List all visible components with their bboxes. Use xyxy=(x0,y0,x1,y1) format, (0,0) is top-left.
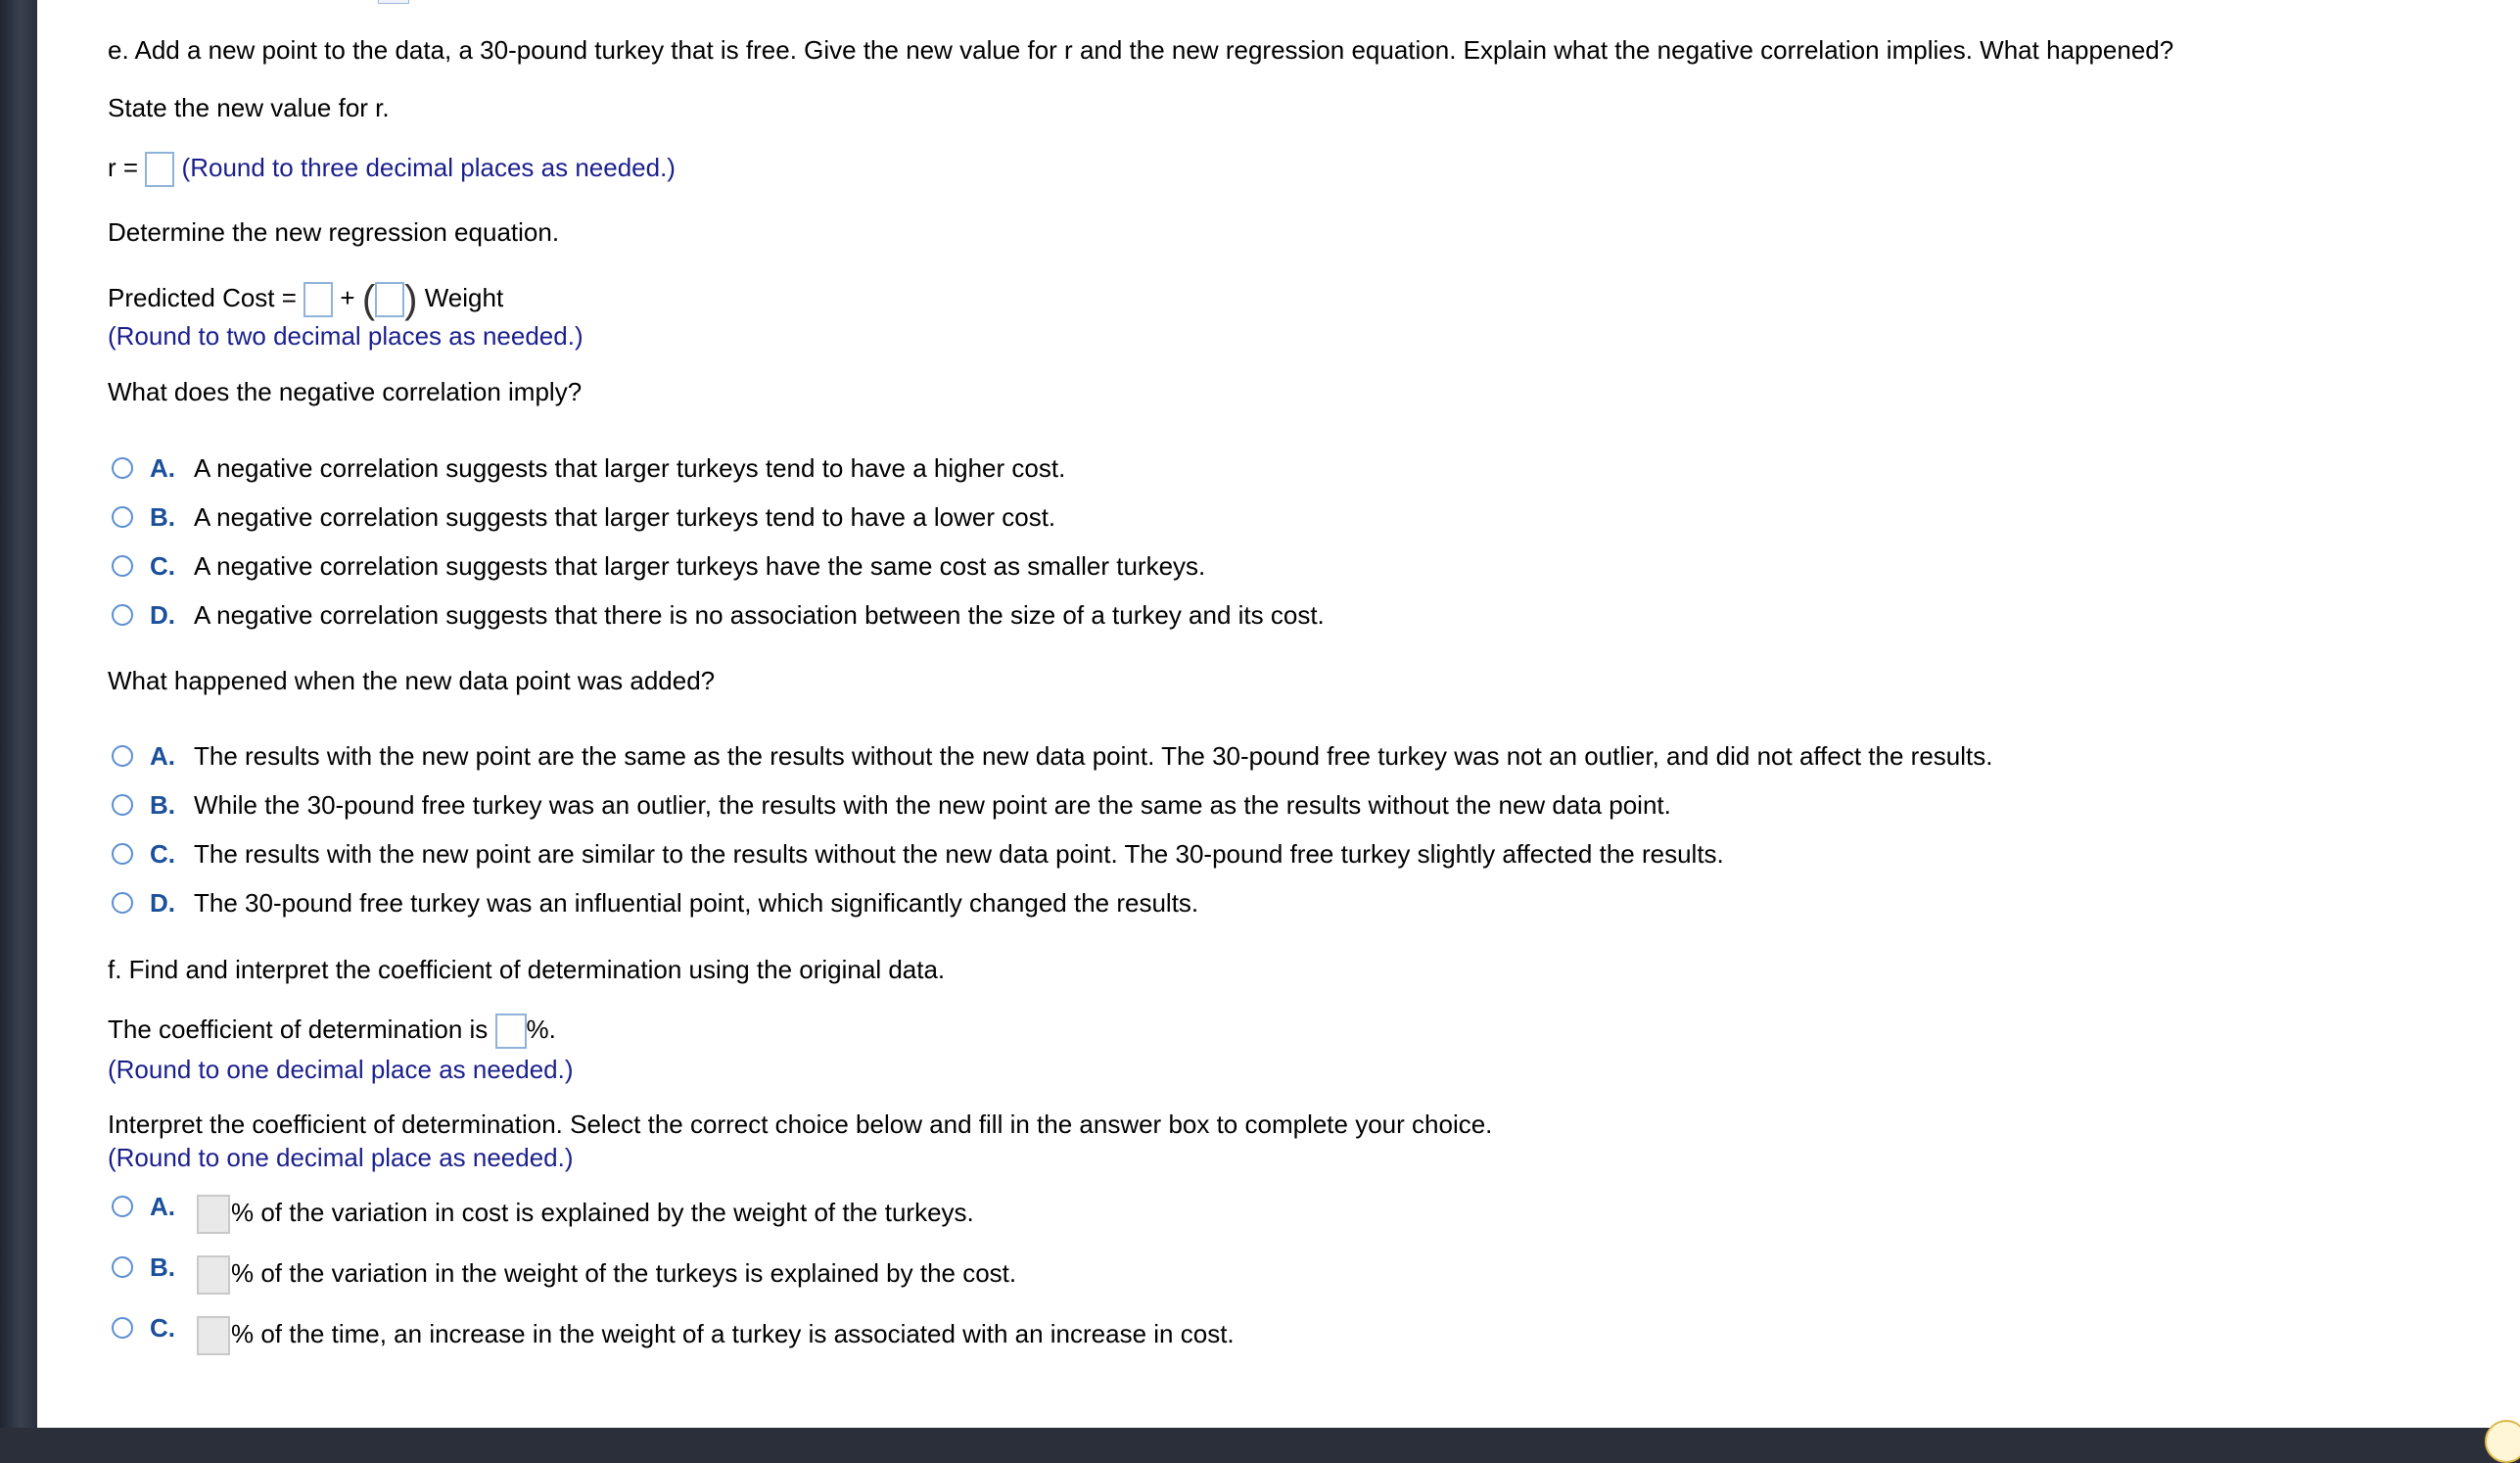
eq-plus: + xyxy=(340,282,355,312)
interpret-option-c-text: % of the time, an increase in the weight of a turkey is associated with an increase in cost. xyxy=(231,1319,1235,1348)
coef-label: The coefficient of determination is xyxy=(108,1014,489,1044)
interpret-hint: (Round to one decimal place as needed.) xyxy=(108,1143,574,1172)
equation-row xyxy=(108,280,503,319)
neg-option-c-radio[interactable] xyxy=(112,555,133,577)
happened-option-d-letter: D. xyxy=(150,888,175,918)
interpret-option-a-input[interactable] xyxy=(197,1195,230,1234)
question-panel xyxy=(37,0,2520,1428)
happened-option-a-text: The results with the new point are the same as the results without the new data point. The 30-pound free turkey was not an outlier, and did not affect the results. xyxy=(194,741,1993,771)
left-background-strip xyxy=(0,0,37,1428)
interpret-prompt: Interpret the coefficient of determination. Select the correct choice below and fill in the answer box to complete your choice. xyxy=(108,1109,1493,1139)
neg-option-c-letter: C. xyxy=(150,551,175,581)
eq-weight-label: Weight xyxy=(424,282,504,312)
interpret-option-b-text: % of the variation in the weight of the turkeys is explained by the cost. xyxy=(231,1258,1017,1288)
interpret-option-c-radio[interactable] xyxy=(112,1317,133,1339)
intercept-input[interactable] xyxy=(303,282,333,317)
interpret-option-c-input[interactable] xyxy=(197,1316,230,1355)
eq-hint: (Round to two decimal places as needed.) xyxy=(108,321,583,351)
happened-option-a-letter: A. xyxy=(150,741,175,771)
state-r-text: State the new value for r. xyxy=(108,93,390,122)
neg-option-a-text: A negative correlation suggests that larger turkeys tend to have a higher cost. xyxy=(194,453,1066,483)
neg-option-b-letter: B. xyxy=(150,502,175,532)
happened-option-b-radio[interactable] xyxy=(112,794,133,816)
interpret-option-b-radio[interactable] xyxy=(112,1256,133,1278)
happened-option-c-text: The results with the new point are similar to the results without the new data point. The 30-pound free turkey slightly affected the results. xyxy=(194,839,1724,869)
interpret-option-a-letter: A. xyxy=(150,1192,175,1221)
neg-option-b-radio[interactable] xyxy=(112,506,133,528)
interpret-option-b-letter: B. xyxy=(150,1252,175,1282)
neg-option-d-text: A negative correlation suggests that there is no association between the size of a turkey and its cost. xyxy=(194,600,1325,630)
part-e-prompt: e. Add a new point to the data, a 30-pound turkey that is free. Give the new value for r and the new regression equation. Explain what the negative correlation implies. What happened? xyxy=(108,35,2174,65)
coef-input[interactable] xyxy=(495,1014,527,1049)
happened-question: What happened when the new data point was added? xyxy=(108,666,716,695)
help-bubble-icon[interactable] xyxy=(2485,1420,2520,1463)
eq-open-paren: ( xyxy=(361,278,376,321)
r-label: r = xyxy=(108,152,139,182)
interpret-option-a-text: % of the variation in cost is explained by the weight of the turkeys. xyxy=(231,1198,974,1227)
happened-option-c-radio[interactable] xyxy=(112,843,133,865)
coef-suffix: %. xyxy=(526,1014,556,1044)
top-answer-box-edge xyxy=(378,0,409,4)
determine-eq-text: Determine the new regression equation. xyxy=(108,217,560,247)
interpret-option-b-input[interactable] xyxy=(197,1255,230,1295)
happened-option-b-text: While the 30-pound free turkey was an outlier, the results with the new point are the same as the results without the new data point. xyxy=(194,790,1671,820)
neg-option-d-radio[interactable] xyxy=(112,604,133,626)
neg-option-a-radio[interactable] xyxy=(112,457,133,479)
coef-hint: (Round to one decimal place as needed.) xyxy=(108,1055,574,1084)
coef-row xyxy=(108,1014,556,1049)
happened-option-c-letter: C. xyxy=(150,839,175,869)
happened-option-a-radio[interactable] xyxy=(112,745,133,767)
part-f-prompt: f. Find and interpret the coefficient of determination using the original data. xyxy=(108,955,946,984)
neg-option-b-text: A negative correlation suggests that larger turkeys tend to have a lower cost. xyxy=(194,502,1056,532)
happened-option-b-letter: B. xyxy=(150,790,175,820)
happened-option-d-radio[interactable] xyxy=(112,892,133,914)
neg-question: What does the negative correlation imply? xyxy=(108,377,583,406)
neg-option-a-letter: A. xyxy=(150,453,175,483)
interpret-option-a-radio[interactable] xyxy=(112,1196,133,1217)
interpret-option-c-letter: C. xyxy=(150,1313,175,1343)
happened-option-d-text: The 30-pound free turkey was an influential point, which significantly changed the results. xyxy=(194,888,1199,918)
eq-label: Predicted Cost = xyxy=(108,282,297,312)
eq-close-paren: ) xyxy=(404,278,418,321)
r-answer-input[interactable] xyxy=(145,152,174,187)
neg-option-d-letter: D. xyxy=(150,600,175,630)
r-answer-row xyxy=(108,152,676,187)
r-hint: (Round to three decimal places as needed.) xyxy=(181,152,676,182)
neg-option-c-text: A negative correlation suggests that larger turkeys have the same cost as smaller turkeys. xyxy=(194,551,1206,581)
slope-input[interactable] xyxy=(375,282,404,317)
